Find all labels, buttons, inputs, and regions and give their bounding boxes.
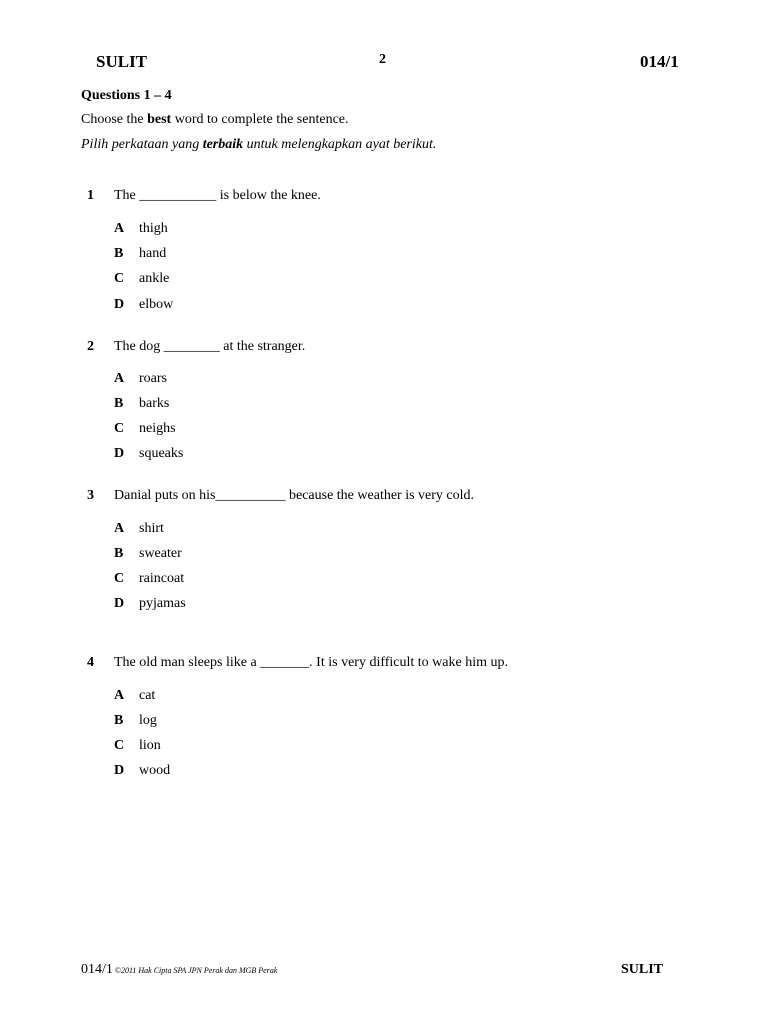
question-number: 3 <box>87 488 94 503</box>
option-letter: D <box>114 763 125 778</box>
instruction-ms-bold: terbaik <box>202 137 244 152</box>
option-letter: A <box>114 221 125 236</box>
option-letter: C <box>114 738 125 753</box>
option-letter: B <box>114 246 124 261</box>
option-letter: D <box>114 297 125 312</box>
page-number: 2 <box>379 52 386 67</box>
instruction-ms-pre: Pilih perkataan yang <box>81 137 203 152</box>
option-letter: C <box>114 421 125 436</box>
footer-sulit: SULIT <box>621 962 664 977</box>
paper-code: 014/1 <box>640 52 679 71</box>
option-text: squeaks <box>139 446 184 461</box>
option-text: roars <box>139 371 167 386</box>
option-text: hand <box>139 246 167 261</box>
option-letter: D <box>114 446 125 461</box>
option-letter: B <box>114 546 124 561</box>
question-number: 2 <box>87 339 94 354</box>
option-text: elbow <box>139 297 174 312</box>
option-text: barks <box>139 396 170 411</box>
option-letter: A <box>114 371 125 386</box>
option-text: pyjamas <box>139 596 186 611</box>
option-letter: B <box>114 396 124 411</box>
option-letter: B <box>114 713 124 728</box>
instruction-post: word to complete the sentence. <box>171 112 349 127</box>
option-text: wood <box>139 763 171 778</box>
section-title: Questions 1 – 4 <box>81 88 172 103</box>
question-stem: The dog ________ at the stranger. <box>114 339 306 354</box>
instruction-pre: Choose the <box>81 112 148 127</box>
instruction-malay <box>81 137 436 153</box>
instruction-english <box>81 112 349 128</box>
question-stem: The ___________ is below the knee. <box>114 188 321 203</box>
option-text: thigh <box>139 221 168 236</box>
option-letter: C <box>114 571 125 586</box>
footer-copyright: ©2011 Hak Cipta SPA JPN Perak dan MGB Perak <box>114 966 278 975</box>
option-text: lion <box>139 738 161 753</box>
option-letter: A <box>114 688 125 703</box>
header-sulit: SULIT <box>96 52 148 71</box>
footer-left <box>81 962 277 978</box>
option-text: cat <box>139 688 156 703</box>
question-number: 4 <box>87 655 94 670</box>
instruction-bold: best <box>147 112 172 127</box>
question-stem: The old man sleeps like a _______. It is very difficult to wake him up. <box>114 655 508 670</box>
option-text: raincoat <box>139 571 185 586</box>
option-letter: A <box>114 521 125 536</box>
option-text: log <box>139 713 157 728</box>
question-stem: Danial puts on his__________ because the weather is very cold. <box>114 488 475 503</box>
option-text: sweater <box>139 546 182 561</box>
option-letter: C <box>114 271 125 286</box>
question-number: 1 <box>87 188 94 203</box>
option-text: ankle <box>139 271 170 286</box>
option-letter: D <box>114 596 125 611</box>
footer-code: 014/1 <box>81 962 113 977</box>
instruction-ms-post: untuk melengkapkan ayat berikut. <box>243 137 437 152</box>
option-text: shirt <box>139 521 164 536</box>
option-text: neighs <box>139 421 176 436</box>
